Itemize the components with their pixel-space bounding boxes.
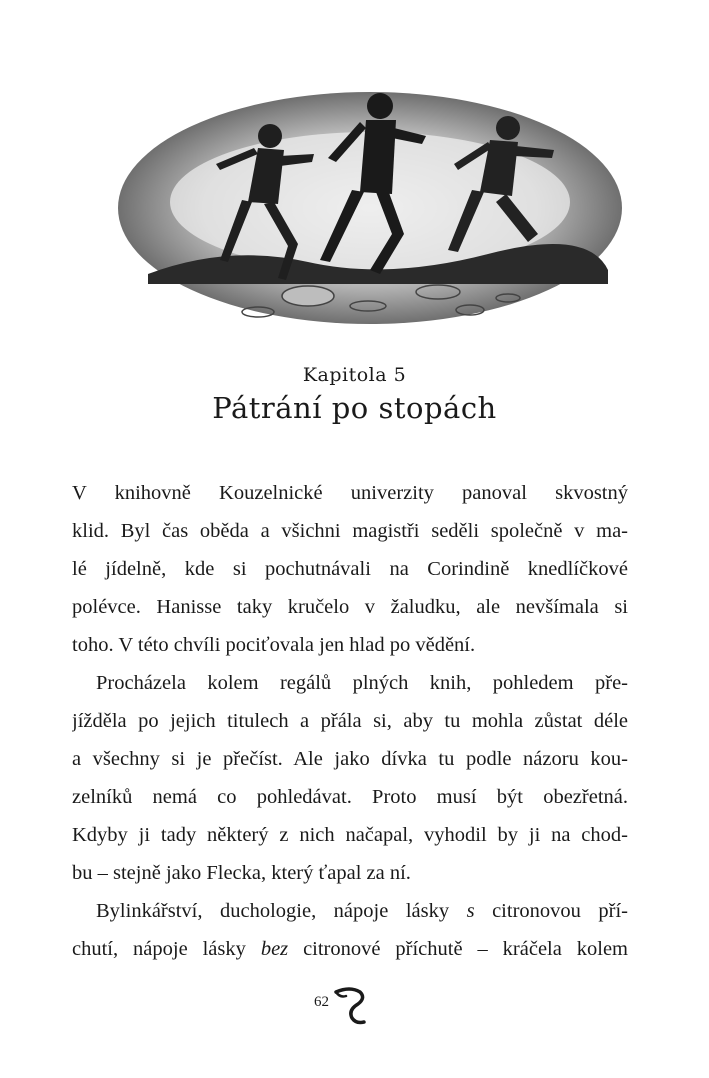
text-line — [72, 892, 628, 930]
text-line: polévce. Hanisse taky kručelo v žaludku, ale nevšímala si — [72, 596, 628, 618]
text-line: V knihovně Kouzelnické univerzity panoval skvostný — [72, 482, 628, 504]
text-line: klid. Byl čas oběda a všichni magistři seděli společně v ma- — [72, 520, 628, 542]
page-number: 62 — [314, 994, 329, 1010]
text-line: Procházela kolem regálů plných knih, pohledem pře- — [96, 672, 628, 694]
text-fragment: citronové příchutě – kráčela kolem — [288, 938, 628, 960]
text-line: a všechny si je přečíst. Ale jako dívka tu podle názoru kou- — [72, 748, 628, 770]
running-figures-illustration — [108, 84, 628, 342]
text-fragment: Bylinkářství, duchologie, nápoje lásky — [96, 900, 467, 922]
text-line: Kdyby ji tady některý z nich načapal, vyhodil by ji na chod- — [72, 824, 628, 846]
text-line: lé jídelně, kde si pochutnávali na Corindině knedlíčkové — [72, 558, 628, 580]
text-line: bu – stejně jako Flecka, který ťapal za ní. — [72, 862, 411, 884]
emphasis: s — [466, 900, 475, 922]
text-fragment: chutí, nápoje lásky — [72, 938, 261, 960]
chapter-title: Pátrání po stopách — [212, 391, 497, 425]
body-text — [72, 474, 628, 968]
swirl-ornament-icon — [330, 984, 370, 1028]
text-fragment: citronovou pří- — [474, 900, 628, 922]
emphasis: bez — [260, 938, 289, 960]
text-line: jížděla po jejich titulech a přála si, aby tu mohla zůstat déle — [72, 710, 628, 732]
text-line: toho. V této chvíli pociťovala jen hlad po vědění. — [72, 634, 476, 656]
page-footer — [300, 984, 390, 1030]
chapter-label: Kapitola 5 — [302, 364, 407, 386]
text-line: zelníků nemá co pohledávat. Proto musí být obezřetná. — [72, 786, 628, 808]
chapter-illustration — [108, 84, 628, 342]
text-line — [72, 930, 628, 968]
